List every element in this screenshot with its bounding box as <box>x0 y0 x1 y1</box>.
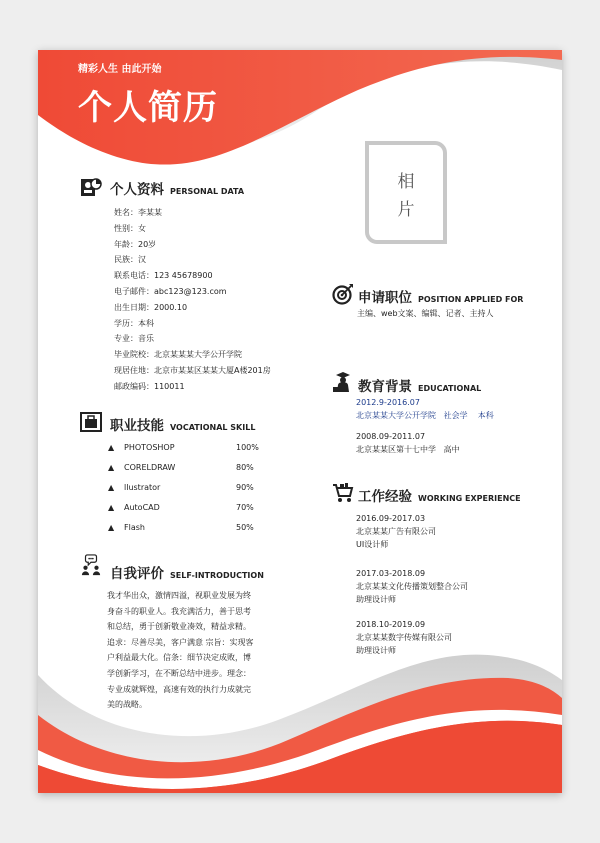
work-item <box>356 512 436 551</box>
tagline: 精彩人生 由此开始 <box>78 64 162 75</box>
people-chat-icon <box>80 554 102 576</box>
skill-percent: 100% <box>236 443 259 452</box>
intro-line: 我才华出众，激情四溢，视职业发展为终 <box>107 591 251 600</box>
field-address: 现居住地：北京市某某区某某大厦A楼201房 <box>114 365 271 375</box>
field-age: 年龄：20岁 <box>114 239 157 249</box>
work-title: 工作经验 <box>358 489 412 505</box>
work-item <box>356 567 468 606</box>
skill-percent: 80% <box>236 463 254 472</box>
education-title-en: EDUCATIONAL <box>418 384 482 393</box>
skills-title-en: VOCATIONAL SKILL <box>170 423 256 432</box>
intro-line: 户利益最大化。信条：细节决定成败，博 <box>107 653 251 663</box>
intro-line: 美的战略。 <box>107 700 147 710</box>
work-role: 助理设计师 <box>356 595 396 604</box>
graduate-icon <box>332 371 354 393</box>
resume-sheet <box>38 50 562 793</box>
field-postcode: 邮政编码：110011 <box>114 381 185 391</box>
photo-text-1: 相 <box>397 172 415 192</box>
field-school: 毕业院校：北京某某某大学公开学院 <box>114 350 242 360</box>
photo-placeholder <box>365 141 447 244</box>
personal-title-en: PERSONAL DATA <box>170 187 245 196</box>
skill-name: PHOTOSHOP <box>124 443 175 452</box>
id-card-icon <box>80 176 102 198</box>
field-phone: 联系电话：123 45678900 <box>114 271 213 281</box>
work-item <box>356 618 452 657</box>
triangle-icon: ▲ <box>108 503 115 512</box>
triangle-icon: ▲ <box>108 443 115 452</box>
briefcase-icon <box>80 411 102 433</box>
skills-section-header <box>110 414 255 434</box>
personal-title: 个人资料 <box>110 182 164 198</box>
education-title: 教育背景 <box>358 379 412 395</box>
work-company: 北京某某数字传媒有限公司 <box>356 633 452 642</box>
photo-text-2: 片 <box>397 200 415 220</box>
edu-period: 2012.9-2016.07 <box>356 398 420 407</box>
page-title: 个人简历 <box>78 88 218 128</box>
shopping-cart-icon <box>332 482 354 504</box>
edu-detail: 北京某某区第十七中学 高中 <box>356 445 460 454</box>
intro-line: 学创新学习，在不断总结中进步。理念： <box>107 668 251 678</box>
intro-line: 身奋斗的职业人。我充满活力，善于思考 <box>107 606 251 616</box>
skill-percent: 70% <box>236 503 254 512</box>
position-section-header <box>358 286 523 306</box>
skill-percent: 90% <box>236 483 254 492</box>
skill-name: llustrator <box>124 483 161 492</box>
skills-title: 职业技能 <box>110 418 164 434</box>
field-gender: 性别：女 <box>114 223 146 233</box>
intro-title-en: SELF-INTRODUCTION <box>170 571 264 580</box>
skill-name: CORELDRAW <box>124 463 176 472</box>
skill-name: AutoCAD <box>124 503 160 512</box>
triangle-icon: ▲ <box>108 483 115 492</box>
field-major: 专业：音乐 <box>114 334 154 344</box>
position-text: 主编、web文案、编辑、记者、主持人 <box>357 309 494 318</box>
field-email: 电子邮件：abc123@123.com <box>114 286 227 296</box>
field-name: 姓名：李某某 <box>114 208 162 217</box>
field-ethnicity: 民族：汉 <box>114 255 146 265</box>
personal-section-header <box>110 178 244 198</box>
personal-fields <box>114 205 271 395</box>
work-role: UI设计师 <box>356 540 389 549</box>
position-title: 申请职位 <box>358 290 412 306</box>
work-company: 北京某某广告有限公司 <box>356 527 436 536</box>
work-period: 2017.03-2018.09 <box>356 569 426 578</box>
work-period: 2018.10-2019.09 <box>356 620 426 629</box>
work-section-header <box>358 485 521 505</box>
edu-detail: 北京某某大学公开学院 社会学 本科 <box>356 411 494 420</box>
work-period: 2016.09-2017.03 <box>356 514 426 523</box>
triangle-icon: ▲ <box>108 463 115 472</box>
intro-line: 追求：尽善尽美，客户满意 宗旨：实现客 <box>107 637 254 647</box>
work-title-en: WORKING EXPERIENCE <box>418 494 521 503</box>
skill-percent: 50% <box>236 523 254 532</box>
triangle-icon: ▲ <box>108 523 115 532</box>
field-birth: 出生日期：2000.10 <box>114 302 188 312</box>
intro-text <box>107 588 254 713</box>
target-icon <box>332 283 354 305</box>
intro-title: 自我评价 <box>110 566 164 582</box>
field-degree: 学历：本科 <box>114 318 154 328</box>
education-section-header <box>358 375 481 395</box>
position-title-en: POSITION APPLIED FOR <box>418 295 524 304</box>
work-role: 助理设计师 <box>356 646 396 655</box>
intro-line: 专业成就辉煌，高速有效的执行力成就完 <box>107 684 251 694</box>
intro-section-header <box>110 562 264 582</box>
skill-name: Flash <box>124 523 145 532</box>
edu-period: 2008.09-2011.07 <box>356 432 426 441</box>
intro-line: 和总结，勇于创新敬业凑效，精益求精。 <box>107 622 251 632</box>
work-company: 北京某某文化传播策划整合公司 <box>356 582 468 591</box>
